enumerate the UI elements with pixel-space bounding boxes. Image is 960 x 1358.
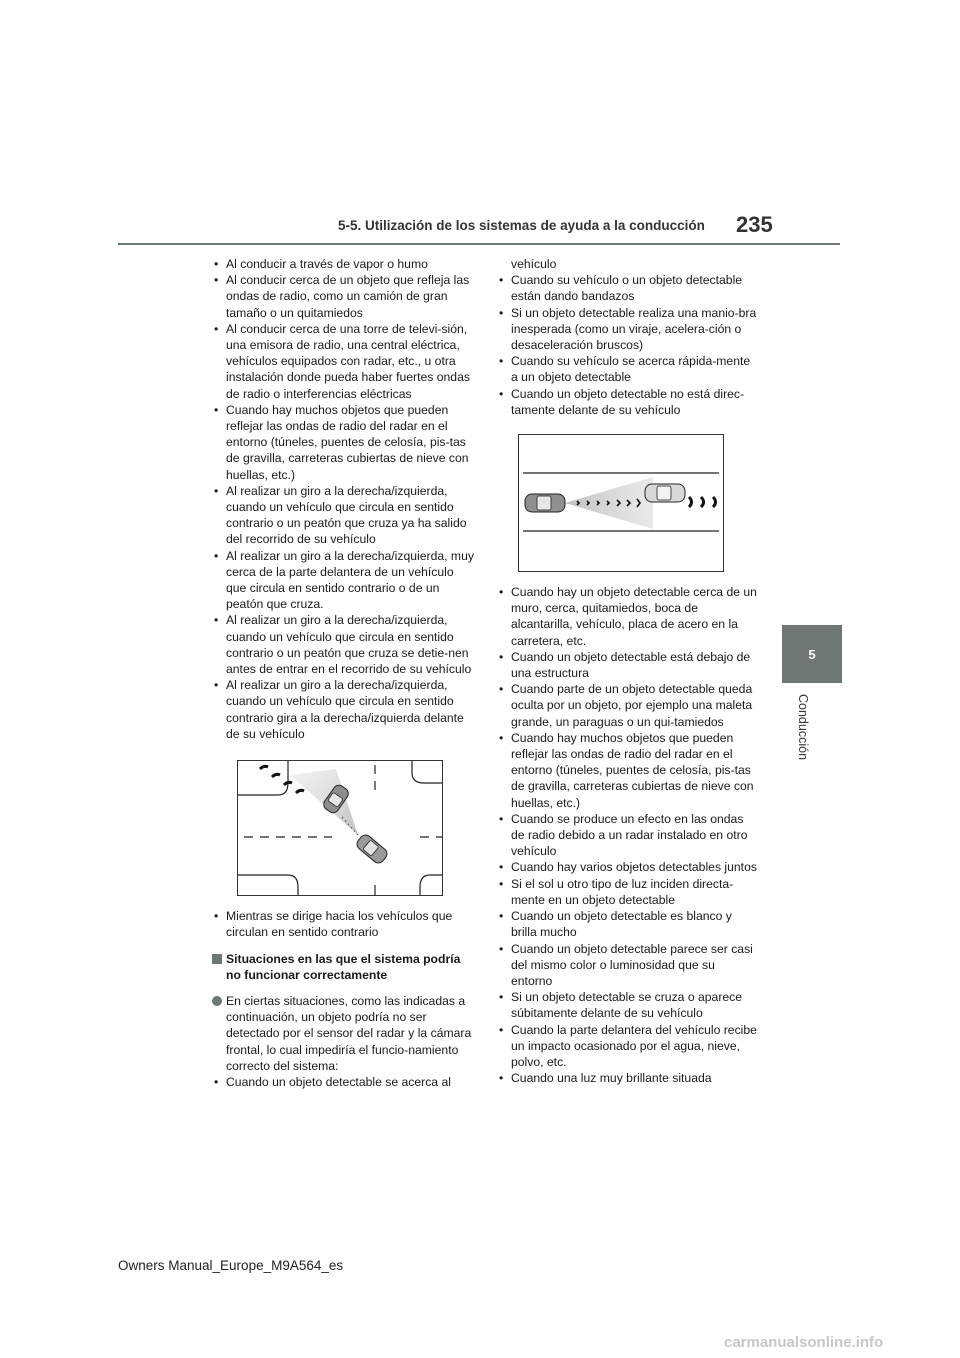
left-column <box>212 256 474 1090</box>
intersection-turn-illustration <box>237 760 443 896</box>
chapter-tab: 5 <box>782 625 842 683</box>
watermark: carmanualsonline.info <box>724 1334 884 1351</box>
list-item: • Si un objeto detectable realiza una manio-bra inesperada (como un viraje, acelera-ción o desaceleración bruscos) <box>497 305 759 354</box>
section-paragraph-text: En ciertas situaciones, como las indicadas a continuación, un objeto podría no ser detectado por el sensor del radar y la cámara frontal, lo cual impediría el funcio-namiento correcto del sistema: <box>226 993 472 1073</box>
list-item: • Al realizar un giro a la derecha/izquierda, muy cerca de la parte delantera de un vehículo que circula en sentido contrario o de un peatón que cruza. <box>212 548 474 613</box>
list-item: • Cuando un objeto detectable no está direc-tamente delante de su vehículo <box>497 386 759 418</box>
list-item: • Cuando un objeto detectable parece ser casi del mismo color o luminosidad que su entorno <box>497 941 759 990</box>
list-item: • Cuando hay muchos objetos que pueden reflejar las ondas de radio del radar en el entorno (túneles, puentes de celosía, pis-tas de gravilla, carreteras cubiertas de nieve con huellas, etc.) <box>212 402 474 483</box>
square-bullet-icon <box>212 954 222 964</box>
left-list-2 <box>212 908 474 940</box>
list-item: • Cuando la parte delantera del vehículo recibe un impacto ocasionado por el agua, nieve, polvo, etc. <box>497 1022 759 1071</box>
list-item: • Si el sol u otro tipo de luz inciden directa-mente en un objeto detectable <box>497 876 759 908</box>
list-item: • Si un objeto detectable se cruza o aparece súbitamente delante de su vehículo <box>497 989 759 1021</box>
footer-text: Owners Manual_Europe_M9A564_es <box>118 1258 344 1273</box>
list-item: • Cuando su vehículo se acerca rápida-mente a un objeto detectable <box>497 353 759 385</box>
header-rule <box>118 243 840 245</box>
page-number: 235 <box>736 212 773 237</box>
list-item: • Al realizar un giro a la derecha/izquierda, cuando un vehículo que circula en sentido contrario o un peatón que cruza ya ha salido del recorrido de su vehículo <box>212 483 474 548</box>
offset-vehicle-illustration <box>518 434 724 572</box>
list-item: • Al conducir a través de vapor o humo <box>212 256 474 272</box>
section-paragraph <box>212 993 474 1074</box>
section-heading <box>212 951 474 983</box>
list-item: • Cuando un objeto detectable está debajo de una estructura <box>497 649 759 681</box>
header-title: 5-5. Utilización de los sistemas de ayuda a la conducción <box>338 218 705 233</box>
continued-text: vehículo <box>511 257 557 271</box>
list-item: • Al realizar un giro a la derecha/izquierda, cuando un vehículo que circula en sentido contrario o un peatón que cruza se detie-nen antes de entrar en el recorrido de su vehículo <box>212 612 474 677</box>
list-item: • Al realizar un giro a la derecha/izquierda, cuando un vehículo que circula en sentido contrario gira a la derecha/izquierda delante de su vehículo <box>212 677 474 742</box>
list-item: • Cuando su vehículo o un objeto detectable están dando bandazos <box>497 272 759 304</box>
list-item: • Cuando una luz muy brillante situada <box>497 1070 759 1086</box>
left-list-3 <box>212 1074 474 1090</box>
list-item: • Cuando se produce un efecto en las ondas de radio debido a un radar instalado en otro vehículo <box>497 811 759 860</box>
chapter-label: Conducción <box>796 694 810 761</box>
circle-bullet-icon <box>212 996 222 1006</box>
list-item: • Cuando hay muchos objetos que pueden reflejar las ondas de radio del radar en el entorno (túneles, puentes de celosía, pis-tas de gravilla, carreteras cubiertas de nieve con huellas, etc.) <box>497 730 759 811</box>
list-item: • Cuando un objeto detectable es blanco y brilla mucho <box>497 908 759 940</box>
list-item: • Al conducir cerca de un objeto que refleja las ondas de radio, como un camión de gran tamaño o un quitamiedos <box>212 272 474 321</box>
left-list-1 <box>212 256 474 742</box>
list-item: • Mientras se dirige hacia los vehículos que circulan en sentido contrario <box>212 908 474 940</box>
list-item: • Cuando hay un objeto detectable cerca de un muro, cerca, quitamiedos, boca de alcantarilla, vehículo, placa de acero en la carretera, etc. <box>497 584 759 649</box>
list-item: • Al conducir cerca de una torre de televi-sión, una emisora de radio, una central eléctrica, vehículos equipados con radar, etc., u otra instalación donde pueda haber fuertes ondas de radio o interferencias eléctricas <box>212 321 474 402</box>
list-item: • Cuando hay varios objetos detectables juntos <box>497 859 759 875</box>
right-list-2 <box>497 584 759 1086</box>
list-item: • Cuando un objeto detectable se acerca al <box>212 1074 474 1090</box>
section-heading-text: Situaciones en las que el sistema podría no funcionar correctamente <box>226 951 461 982</box>
right-column <box>497 256 759 1086</box>
list-item: • Cuando parte de un objeto detectable queda oculta por un objeto, por ejemplo una maleta grande, un paraguas o un qui-tamiedos <box>497 681 759 730</box>
right-list-1 <box>497 272 759 418</box>
